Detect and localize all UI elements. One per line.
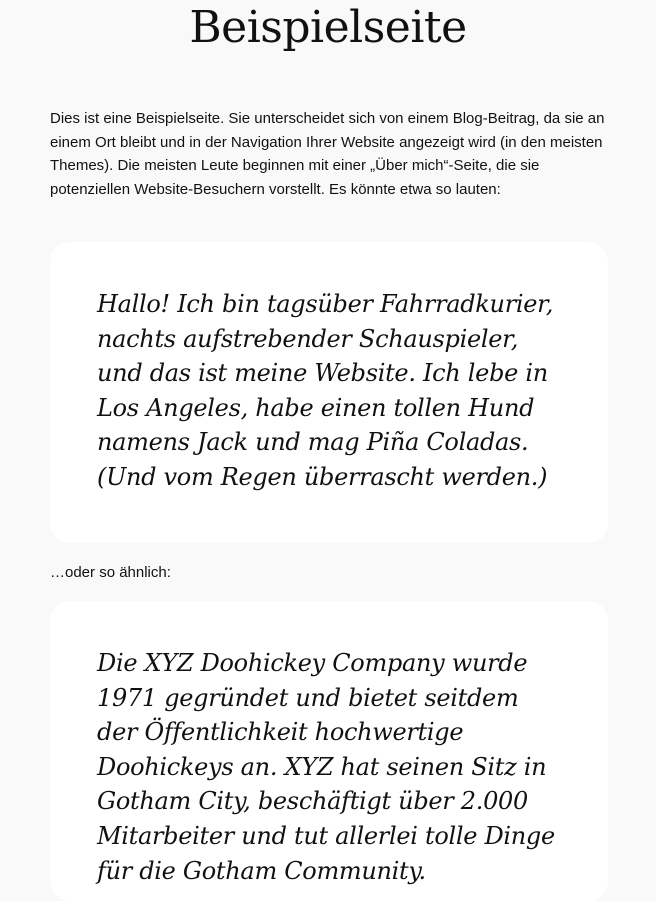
page-title: Beispielseite: [189, 2, 467, 53]
quote-text-personal: Hallo! Ich bin tagsüber Fahrradkurier, nachts aufstrebender Schauspieler, und das ist meine Website. Ich lebe in Los Angeles, habe einen tollen Hund namens Jack und mag Piña Coladas. (Und vom Regen überrascht werden.): [97, 290, 554, 491]
intro-paragraph: Dies ist eine Beispielseite. Sie unterscheidet sich von einem Blog-Beitrag, da sie an einem Ort bleibt und in der Navigation Ihrer Website angezeigt wird (in den meisten Themes). Die meisten Leute beginnen mit einer „Über mich“-Seite, die sie potenziellen Website-Besuchern vorstellt. Es könnte etwa so lauten:: [50, 110, 605, 198]
quote-text-company: Die XYZ Doohickey Company wurde 1971 gegründet und bietet seitdem der Öffentlichkeit hochwertige Doohickeys an. XYZ hat seinen Sitz in Gotham City, beschäftigt über 2.000 Mitarbeiter und tut allerlei tolle Dinge für die Gotham Community.: [97, 649, 555, 885]
between-text: …oder so ähnlich:: [50, 564, 171, 581]
quote-card-company: [50, 601, 608, 901]
quote-card-personal: [50, 242, 608, 543]
